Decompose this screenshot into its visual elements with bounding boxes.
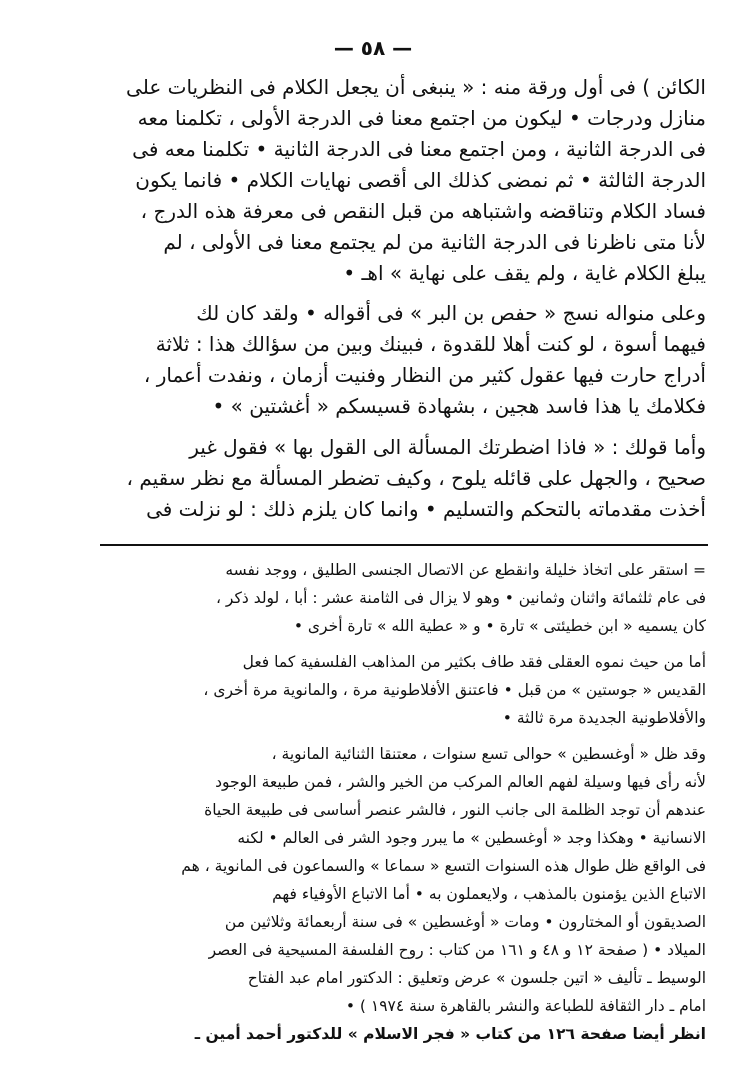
footnote-line: الصديقون أو المختارون • ومات « أوغسطين » فى سنة أربعمائة وثلاثين من <box>224 913 706 931</box>
footnote-line: عندهم أن توجد الظلمة الى جانب النور ، فالشر عنصر أساسى فى طبيعة الحياة <box>204 801 706 819</box>
footnote-gap <box>100 640 706 648</box>
footnote-line: الانسانية • وهكذا وجد « أوغسطين » ما يبرر وجود الشر فى العالم • لكنه <box>237 829 706 847</box>
footnote-line: = استقر على اتخاذ خليلة وانقطع عن الاتصال الجنسى الطليق ، ووجد نفسه <box>225 561 706 579</box>
text-line: وأما قولك : « فاذا اضطرتك المسألة الى القول بها » فقول غير <box>189 435 706 459</box>
footnote-line: كان يسميه « ابن خطيئتى » تارة • و « عطية الله » تارة أخرى • <box>293 617 706 635</box>
text-line: صحيح ، والجهل على قائله يلوح ، وكيف تضطر المسألة مع نظر سقيم ، <box>126 466 706 490</box>
footnote-line: الميلاد • ( صفحة ١٢ و ٤٨ و ١٦١ من كتاب : روح الفلسفة المسيحية فى العصر <box>208 941 706 959</box>
text-line: منازل ودرجات • ليكون من اجتمع معنا فى الدرجة الأولى ، تكلمنا معه <box>137 106 706 130</box>
paragraph-1 <box>100 72 706 289</box>
footnote-line: فى عام ثلثمائة واثنان وثمانين • وهو لا يزال فى الثامنة عشر : أبا ، لولد ذكر ، <box>216 589 706 607</box>
footnote-line: القديس « جوستين » من قبل • فاعتنق الأفلاطونية مرة ، والمانوية مرة أخرى ، <box>203 681 706 699</box>
footnote-line: لأنه رأى فيها وسيلة لفهم العالم المركب من الخير والشر ، فمن طبيعة الوجود <box>215 773 706 791</box>
text-line: الدرجة الثالثة • ثم نمضى كذلك الى أقصى نهايات الكلام • فانما يكون <box>135 168 706 192</box>
footnote-divider <box>100 544 708 546</box>
final-footnote: انظر أيضا صفحة ١٢٦ من كتاب « فجر الاسلام » للدكتور أحمد أمين ـ <box>194 1025 706 1043</box>
footnotes <box>100 556 706 1048</box>
footnote-line: وقد ظل « أوغسطين » حوالى تسع سنوات ، معتنقا الثنائية المانوية ، <box>271 745 706 763</box>
footnote-line: أما من حيث نموه العقلى فقد طاف بكثير من المذاهب الفلسفية كما فعل <box>242 653 706 671</box>
footnote-line: امام ـ دار الثقافة للطباعة والنشر بالقاهرة سنة ١٩٧٤ ) • <box>345 997 706 1015</box>
footnote-line: الاتباع الذين يؤمنون بالمذهب ، ولايعملون به • أما الاتباع الأوفياء فهم <box>272 885 706 903</box>
text-line: الكائن ) فى أول ورقة منه : « ينبغى أن يجعل الكلام فى النظريات على <box>126 75 706 99</box>
page-number: — ٥٨ — <box>333 36 413 60</box>
paragraph-3 <box>100 432 706 525</box>
footnote-line: فى الواقع ظل طوال هذه السنوات التسع « سماعا » والسماعون فى المانوية ، هم <box>181 857 706 875</box>
text-line: يبلغ الكلام غاية ، ولم يقف على نهاية » اهـ • <box>343 261 706 285</box>
text-line: أخذت مقدماته بالتحكم والتسليم • وانما كان يلزم ذلك : لو نزلت فى <box>146 497 706 521</box>
footnote-line: الوسيط ـ تأليف « اتين جلسون » عرض وتعليق : الدكتور امام عبد الفتاح <box>247 969 706 987</box>
text-line: أدراج حارت فيها عقول كثير من النظار وفنيت أزمان ، ونفدت أعمار ، <box>143 363 706 387</box>
text-line: فساد الكلام وتناقضه واشتباهه من قبل النقص فى معرفة هذه الدرج ، <box>140 199 706 223</box>
text-line: فى الدرجة الثانية ، ومن اجتمع معنا فى الدرجة الثانية • تكلمنا معه فى <box>132 137 706 161</box>
paragraph-2 <box>100 298 706 422</box>
text-line: وعلى منواله نسج « حفص بن البر » فى أقواله • ولقد كان لك <box>196 301 706 325</box>
text-line: لأنا متى ناظرنا فى الدرجة الثانية من لم يجتمع معنا فى الأولى ، لم <box>163 230 706 254</box>
footnote-line: والأفلاطونية الجديدة مرة ثالثة • <box>502 709 706 727</box>
footnote-gap <box>100 732 706 740</box>
text-line: فكلامك يا هذا فاسد هجين ، بشهادة قسيسكم « أغشتين » • <box>212 394 706 418</box>
text-line: فيهما أسوة ، لو كنت أهلا للقدوة ، فبينك وبين من سؤالك هذا : ثلاثة <box>155 332 706 356</box>
